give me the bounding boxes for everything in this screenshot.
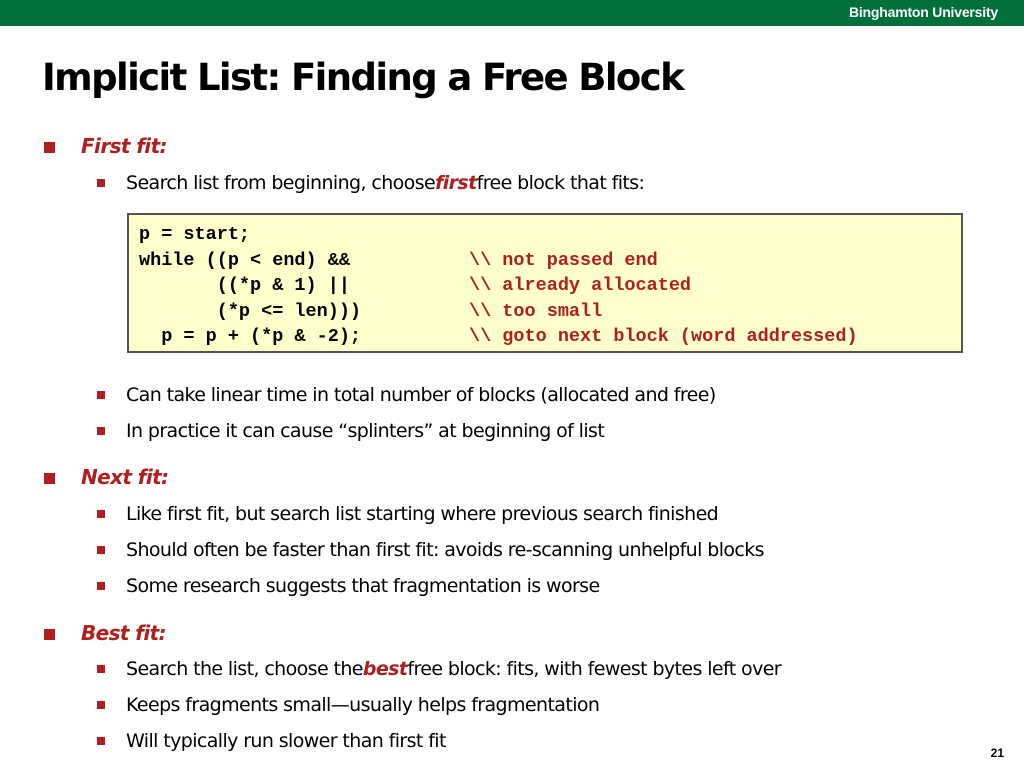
- square-bullet-icon: [97, 427, 105, 435]
- square-bullet-icon: [97, 391, 105, 399]
- page-number: 21: [990, 746, 1004, 760]
- bullet-text: Should often be faster than first fit: avoids re-scanning unhelpful blocks: [126, 539, 764, 561]
- header-bar: [0, 0, 1024, 26]
- bullet-item: [97, 171, 644, 195]
- bullet-item: [97, 574, 600, 598]
- bullet-item: [97, 693, 599, 717]
- square-bullet-icon: [97, 546, 105, 554]
- bullet-text: Keeps fragments small—usually helps fragmentation: [126, 694, 600, 716]
- code-comment: \\ not passed end: [469, 249, 658, 271]
- code-line: [139, 324, 951, 350]
- emphasis-first: first: [435, 172, 477, 194]
- square-bullet-icon: [97, 737, 105, 745]
- bullet-text: In practice it can cause “splinters” at beginning of list: [126, 420, 605, 442]
- emphasis-best: best: [362, 658, 408, 680]
- bullet-text-pre: Search list from beginning, choose: [126, 172, 436, 194]
- code-text: ((*p & 1) ||: [139, 275, 350, 296]
- square-bullet-icon: [97, 179, 105, 187]
- bullet-text-pre: Search the list, choose the: [126, 658, 363, 680]
- bullet-text: Some research suggests that fragmentation is worse: [126, 575, 600, 597]
- bullet-text: Can take linear time in total number of blocks (allocated and free): [126, 384, 716, 406]
- section-heading: Best fit:: [81, 621, 166, 645]
- bullet-item: [97, 419, 604, 443]
- bullet-item: [97, 657, 781, 681]
- square-bullet-icon: [44, 473, 55, 484]
- bullet-item: [97, 538, 764, 562]
- code-text: while ((p < end) &&: [139, 249, 350, 271]
- square-bullet-icon: [97, 510, 105, 518]
- code-line: [139, 222, 951, 248]
- section-heading: First fit:: [81, 134, 167, 158]
- bullet-item: [97, 729, 446, 753]
- bullet-text: Will typically run slower than first fit: [126, 730, 446, 752]
- square-bullet-icon: [97, 582, 105, 590]
- code-line: [139, 299, 951, 325]
- bullet-item: [97, 383, 716, 407]
- university-name: Binghamton University: [848, 4, 998, 20]
- code-line: [139, 248, 951, 274]
- code-text: (*p <= len))): [139, 300, 362, 322]
- square-bullet-icon: [97, 665, 105, 673]
- section-first-fit: [44, 133, 167, 159]
- section-best-fit: [44, 620, 166, 646]
- square-bullet-icon: [44, 629, 55, 640]
- bullet-text-post: free block that fits:: [476, 172, 645, 194]
- slide-title: Implicit List: Finding a Free Block: [42, 56, 684, 99]
- bullet-text: Like first fit, but search list starting where previous search finished: [126, 503, 719, 525]
- square-bullet-icon: [44, 142, 55, 153]
- code-comment: \\ already allocated: [469, 275, 692, 296]
- section-heading: Next fit:: [81, 465, 169, 489]
- code-line: [139, 273, 951, 299]
- code-text: p = p + (*p & -2);: [139, 326, 362, 347]
- section-next-fit: [44, 464, 168, 490]
- code-comment: \\ goto next block (word addressed): [469, 326, 858, 347]
- square-bullet-icon: [97, 701, 105, 709]
- bullet-item: [97, 502, 718, 526]
- bullet-text-post: free block: fits, with fewest bytes left over: [407, 658, 782, 680]
- code-block: [127, 213, 963, 353]
- code-comment: \\ too small: [469, 300, 603, 322]
- code-text: p = start;: [139, 224, 251, 245]
